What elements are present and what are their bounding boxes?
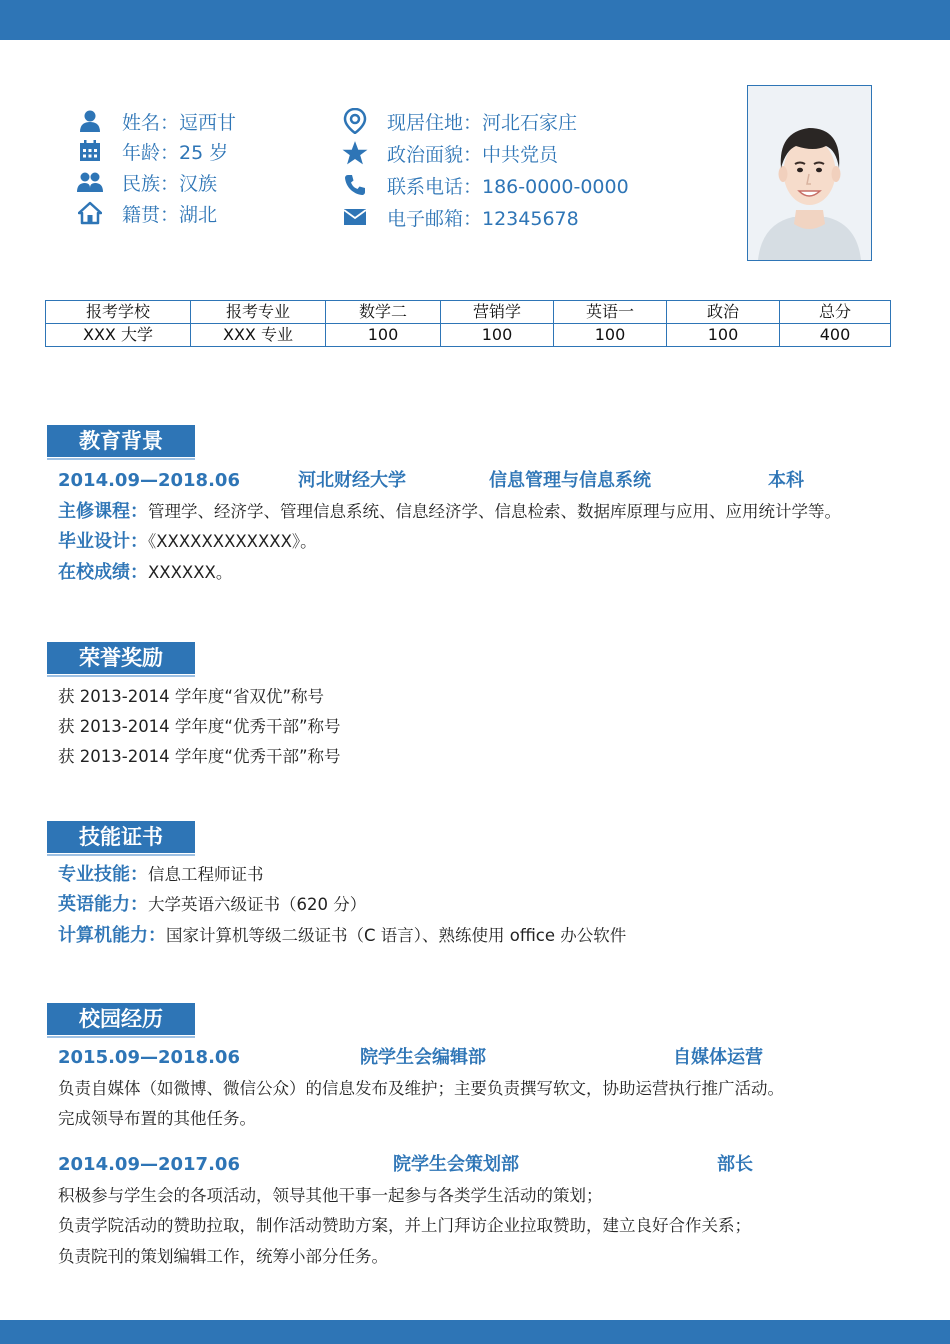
skill-eng-value: 大学英语六级证书（620 分） <box>148 895 367 914</box>
skill-pro-value: 信息工程师证书 <box>148 865 264 884</box>
education-degree: 本科 <box>768 470 804 491</box>
table-header-cell: 总分 <box>780 301 891 324</box>
skill-english <box>58 893 366 917</box>
table-header-cell: 报考学校 <box>46 301 191 324</box>
section-title-skills: 技能证书 <box>47 821 195 853</box>
table-header-cell: 数学二 <box>326 301 441 324</box>
skill-cs-value: 国家计算机等级二级证书（C 语言）、熟练使用 office 办公软件 <box>166 926 627 945</box>
education-period: 2014.09—2018.06 <box>58 470 240 491</box>
info-origin: 籍贯：湖北 <box>76 200 217 226</box>
star-icon <box>341 140 369 166</box>
skill-pro-label: 专业技能： <box>58 864 148 885</box>
table-cell: 100 <box>326 324 441 347</box>
calendar-icon <box>76 138 104 164</box>
person-icon <box>76 108 104 134</box>
table-header-cell: 政治 <box>667 301 780 324</box>
section-title-honors: 荣誉奖励 <box>47 642 195 674</box>
info-age: 年龄：25 岁 <box>76 138 228 164</box>
thesis-value: 《XXXXXXXXXXXX》。 <box>148 532 317 551</box>
table-cell: XXX 专业 <box>191 324 326 347</box>
profile-photo <box>747 85 872 261</box>
skill-professional <box>58 863 264 887</box>
table-cell: XXX 大学 <box>46 324 191 347</box>
table-cell: 100 <box>441 324 554 347</box>
education-grades <box>58 561 232 585</box>
info-politics: 政治面貌：中共党员 <box>341 140 558 166</box>
section-title-education: 教育背景 <box>47 425 195 457</box>
section-title-campus: 校园经历 <box>47 1003 195 1035</box>
grades-label: 在校成绩： <box>58 562 148 583</box>
honor-item: 获 2013-2014 学年度“省双优”称号 <box>58 687 325 706</box>
scores-table <box>45 300 891 347</box>
exp2-org: 院学生会策划部 <box>393 1154 519 1175</box>
exp1-line: 负责自媒体（如微博、微信公众）的信息发布及维护；主要负责撰写软文，协助运营执行推广活动。 <box>58 1079 784 1098</box>
honor-item: 获 2013-2014 学年度“优秀干部”称号 <box>58 717 341 736</box>
location-pin-icon <box>341 108 369 134</box>
bottom-banner <box>0 1320 950 1344</box>
exp1-period: 2015.09—2018.06 <box>58 1047 240 1068</box>
grades-value: XXXXXX。 <box>148 563 233 582</box>
info-phone: 联系电话：186-0000-0000 <box>341 172 629 198</box>
table-cell: 100 <box>667 324 780 347</box>
group-icon <box>76 169 104 195</box>
info-name: 姓名：逗西甘 <box>76 108 236 134</box>
courses-label: 主修课程： <box>58 501 148 522</box>
skill-eng-label: 英语能力： <box>58 894 148 915</box>
table-cell: 400 <box>780 324 891 347</box>
table-header-cell: 营销学 <box>441 301 554 324</box>
exp2-period: 2014.09—2017.06 <box>58 1154 240 1175</box>
home-icon <box>76 200 104 226</box>
mail-icon <box>341 204 369 230</box>
info-ethnicity: 民族：汉族 <box>76 169 217 195</box>
top-banner <box>0 0 950 40</box>
exp1-role: 自媒体运营 <box>673 1047 763 1068</box>
exp1-org: 院学生会编辑部 <box>360 1047 486 1068</box>
education-courses <box>58 500 841 524</box>
info-residence: 现居住地：河北石家庄 <box>341 108 577 134</box>
exp2-line: 负责学院活动的赞助拉取，制作活动赞助方案，并上门拜访企业拉取赞助，建立良好合作关系； <box>58 1216 751 1235</box>
table-header-row <box>46 301 891 324</box>
education-major: 信息管理与信息系统 <box>489 470 651 491</box>
thesis-label: 毕业设计： <box>58 531 148 552</box>
skill-cs-label: 计算机能力： <box>58 925 166 946</box>
exp2-line: 积极参与学生会的各项活动，领导其他干事一起参与各类学生活动的策划； <box>58 1186 603 1205</box>
info-email: 电子邮箱：12345678 <box>341 204 579 230</box>
skill-computer <box>58 924 626 948</box>
exp2-role: 部长 <box>717 1154 753 1175</box>
table-cell: 100 <box>554 324 667 347</box>
exp1-line: 完成领导布置的其他任务。 <box>58 1109 256 1128</box>
phone-icon <box>341 172 369 198</box>
table-header-cell: 英语一 <box>554 301 667 324</box>
education-school: 河北财经大学 <box>298 470 406 491</box>
honor-item: 获 2013-2014 学年度“优秀干部”称号 <box>58 747 341 766</box>
table-row <box>46 324 891 347</box>
table-header-cell: 报考专业 <box>191 301 326 324</box>
courses-value: 管理学、经济学、管理信息系统、信息经济学、信息检索、数据库原理与应用、应用统计学等。 <box>148 502 841 521</box>
exp2-line: 负责院刊的策划编辑工作，统筹小部分任务。 <box>58 1247 388 1266</box>
education-thesis <box>58 530 317 554</box>
